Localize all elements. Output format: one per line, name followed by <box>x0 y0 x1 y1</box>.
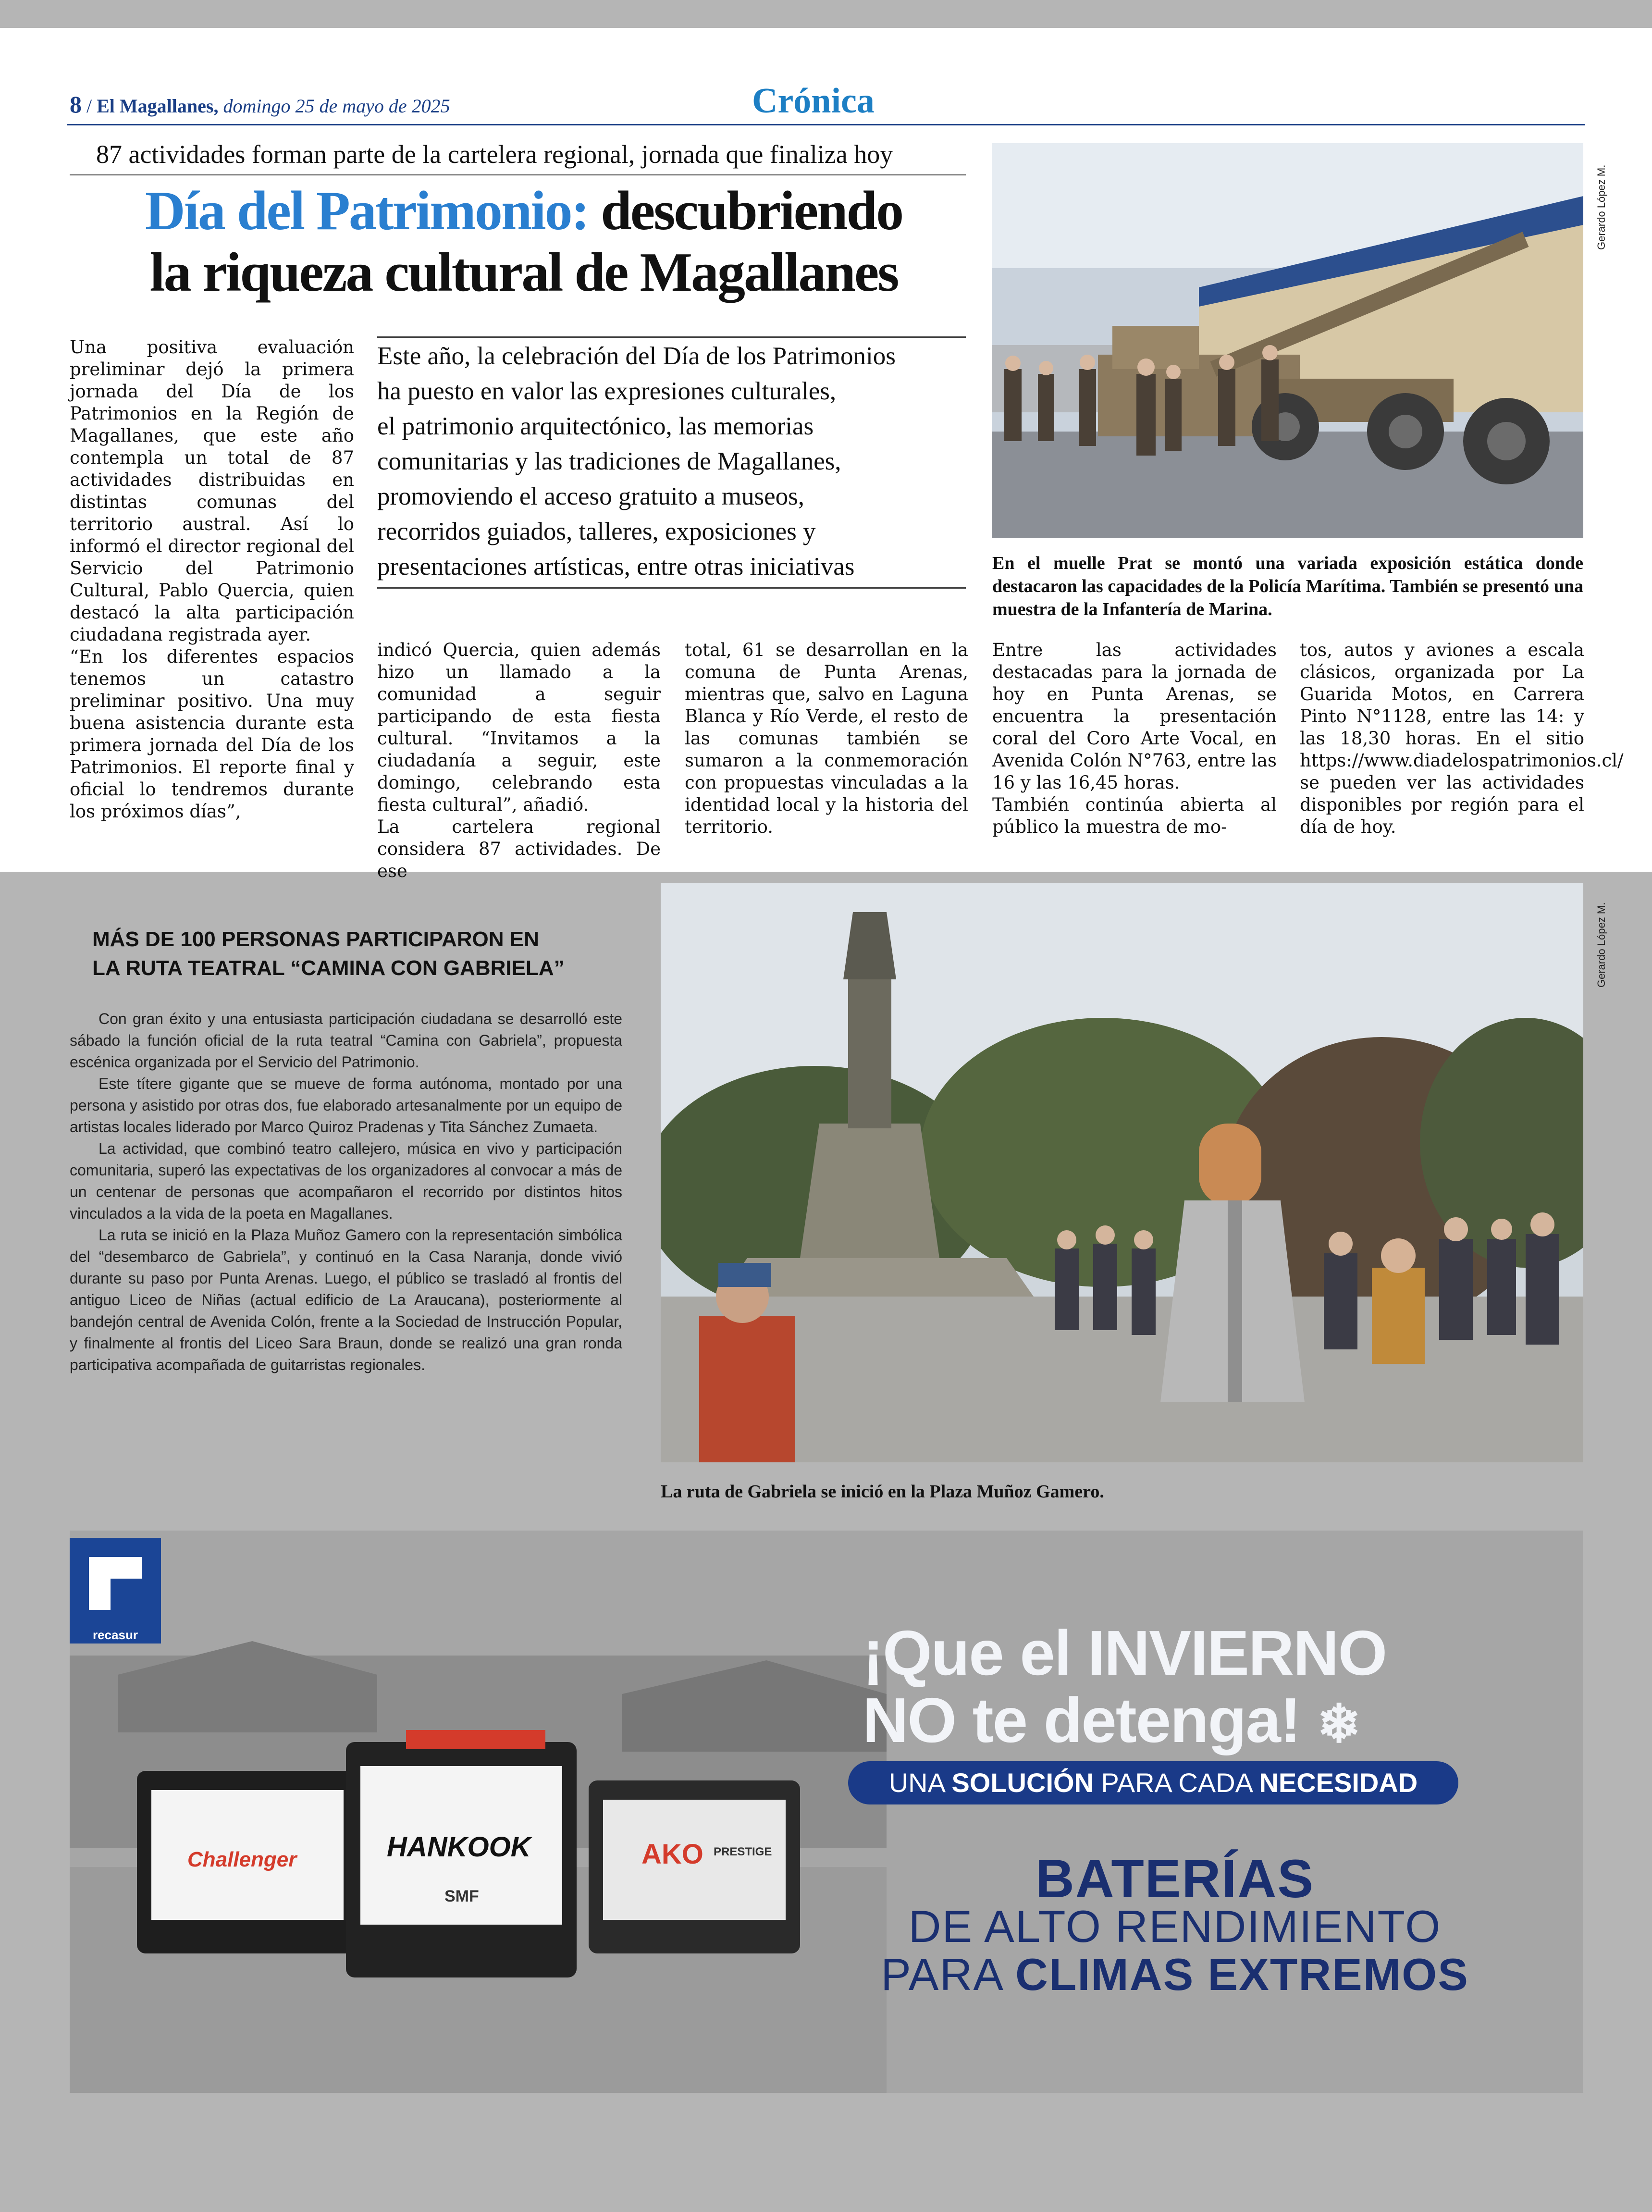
kicker: 87 actividades forman parte de la cartelera regional, jornada que finaliza hoy <box>96 140 893 169</box>
page-number: 8 <box>70 91 82 118</box>
snowflake-icon: ❄ <box>1317 1694 1360 1754</box>
box-title: MÁS DE 100 PERSONAS PARTICIPARON EN LA RUTA TEATRAL “CAMINA CON GABRIELA” <box>92 927 565 980</box>
ad-headline-2: DE ALTO RENDIMIENTO <box>908 1901 1442 1952</box>
slogan-line-2 <box>863 1687 1535 1758</box>
ad-tagline <box>848 1761 1458 1804</box>
ad-slogan <box>863 1619 1535 1758</box>
ad-headline-3-part: PARA <box>881 1949 1015 2000</box>
pullquote-rule-top <box>377 336 966 338</box>
photo-plaza <box>661 883 1583 1462</box>
box-paragraph: Este títere gigante que se mueve de forma autónoma, montado por una persona y asistido por otras dos, fue elaborado artesanalmente por un equipo de artistas locales liderado por Marco Quiroz Pradenas y Tita Sánchez Zumaeta. <box>70 1075 622 1136</box>
headline-highlight: Día del Patrimonio: <box>145 180 589 242</box>
photo-credit: Gerardo López M. <box>1595 164 1607 250</box>
tagline-part: UNA <box>888 1767 952 1798</box>
kicker-rule <box>70 174 966 175</box>
plaza-illustration <box>661 883 1583 1462</box>
photo-credit-2: Gerardo López M. <box>1595 902 1607 988</box>
headline-line2: la riqueza cultural de Magallanes <box>149 242 898 303</box>
slogan-line-2-text: NO te detenga! <box>863 1685 1300 1755</box>
box-paragraph: Con gran éxito y una entusiasta participación ciudadana se desarrolló este sábado la función oficial de la ruta teatral “Camina con Gabriela”, propuesta escénica organizada por el Servicio del Patrimonio. <box>70 1010 622 1071</box>
recasur-wordmark: recasur <box>93 1628 138 1642</box>
box-body <box>70 1008 622 1376</box>
tagline-part: PARA CADA <box>1094 1767 1259 1798</box>
box-paragraph: La actividad, que combinó teatro callejero, música en vivo y participación comunitaria, superó las expectativas de los organizadores al convocar a más de un centenar de personas que acompañaron el recorrido por distintos hitos vinculados a la vida de la poeta en Magallanes. <box>70 1140 622 1222</box>
tagline-bold: SOLUCIÓN <box>951 1767 1094 1798</box>
section-title: Crónica <box>752 81 875 121</box>
ad-background <box>70 1531 1583 2093</box>
tagline-bold: NECESIDAD <box>1259 1767 1418 1798</box>
exhibition-illustration <box>992 143 1583 538</box>
battery-hankook-label: HANKOOK <box>387 1831 531 1863</box>
photo-exhibition <box>992 143 1583 538</box>
battery-advertisement <box>70 1531 1583 2093</box>
pull-quote: Este año, la celebración del Día de los Patrimonios ha puesto en valor las expresiones culturales, el patrimonio arquitectónico, las memorias comunitarias y las tradiciones de Magallanes, promoviendo el acceso gratuito a museos, recorridos guiados, talleres, exposiciones y presentaciones artísticas, entre otras iniciativas <box>377 342 896 581</box>
article-column-2: indicó Quercia, quien además hizo un llamado a la comunidad a seguir participando de esta fiesta cultural. “Invitamos a la ciudadanía a seguir, este domingo, celebrando esta fiesta cultural”, añadió. La cartelera regional considera 87 actividades. De ese <box>377 640 661 881</box>
photo-caption-2: La ruta de Gabriela se inició en la Plaza Muñoz Gamero. <box>661 1482 1104 1502</box>
header-rule <box>67 124 1585 125</box>
photo-caption: En el muelle Prat se montó una variada exposición estática donde destacaron las capacidades de la Policía Marítima. También se presentó una muestra de la Infantería de Marina. <box>992 553 1583 619</box>
article-column-3: total, 61 se desarrollan en la comuna de Punta Arenas, mientras que, salvo en Laguna Blanca y Río Verde, el resto de las comunas también se sumaron a la conmemoración con propuestas vinculadas a la identidad local y la historia del territorio. <box>685 640 968 837</box>
headline-part: descubriendo <box>588 180 903 242</box>
recasur-logo <box>70 1538 161 1644</box>
battery-hankook-sub: SMF <box>444 1887 479 1905</box>
ad-headline-3-bold: CLIMAS EXTREMOS <box>1015 1949 1469 2000</box>
ad-headline-1: BATERÍAS <box>1035 1849 1315 1909</box>
article-column-5: tos, autos y aviones a escala clásicos, organizada por La Guarida Motos, en Carrera Pinto N°1128, entre las 14: y las 18,30 horas. En el sitio https://www.diadelospatrimonios.cl/ se pueden ver las actividades disponibles por región para el día de hoy. <box>1300 640 1624 837</box>
battery-challenger-label: Challenger <box>187 1848 297 1871</box>
article-column-4: Entre las actividades destacadas para la jornada de hoy en Punta Arenas, se encuentra la presentación coral del Coro Arte Vocal, en Avenida Colón N°763, entre las 16 y las 16,45 horas. También continúa abierta al público la muestra de mo- <box>992 640 1277 837</box>
ad-headline-3 <box>742 1949 1583 2001</box>
battery-ako-sub: PRESTIGE <box>714 1845 772 1858</box>
battery-ako-label: AKO <box>641 1839 703 1870</box>
recasur-logo-icon <box>70 1538 161 1624</box>
issue-date: domingo 25 de mayo de 2025 <box>223 95 450 117</box>
pullquote-rule-bottom <box>377 587 966 589</box>
paper-name: El Magallanes, <box>97 95 219 117</box>
article-column-1: Una positiva evaluación preliminar dejó la primera jornada del Día de los Patrimonios en la Región de Magallanes, que este año contempla un total de 87 actividades distribuidas en distintas comunas del territorio austral. Así lo informó el director regional del Servicio del Patrimonio Cultural, Pablo Quercia, quien destacó la alta participación ciudadana registrada ayer. “En los diferentes espacios tenemos un catastro preliminar positivo. Una muy buena asistencia durante esta primera jornada del Día de los Patrimonios. El reporte final y oficial lo tendremos durante los próximos días”, <box>70 337 354 822</box>
headline <box>86 180 961 303</box>
box-paragraph: La ruta se inició en la Plaza Muñoz Gamero con la representación simbólica del “desembarco de Gabriela”, y continuó en la Casa Naranja, donde vivió durante su paso por Punta Arenas. Luego, el público se trasladó al frontis del antiguo Liceo de Niñas (actual edificio de La Araucana), posteriormente al bandejón central de Avenida Colón, frente a la Sociedad de Instrucción Popular, y finalmente al frontis del Liceo Sara Braun, donde se realizó una gran ronda participativa acompañada de guitarristas regionales. <box>70 1226 622 1373</box>
slogan-line-1: ¡Que el INVIERNO <box>863 1618 1387 1688</box>
page-header: 8 / El Magallanes, domingo 25 de mayo de 2025 <box>70 91 450 118</box>
